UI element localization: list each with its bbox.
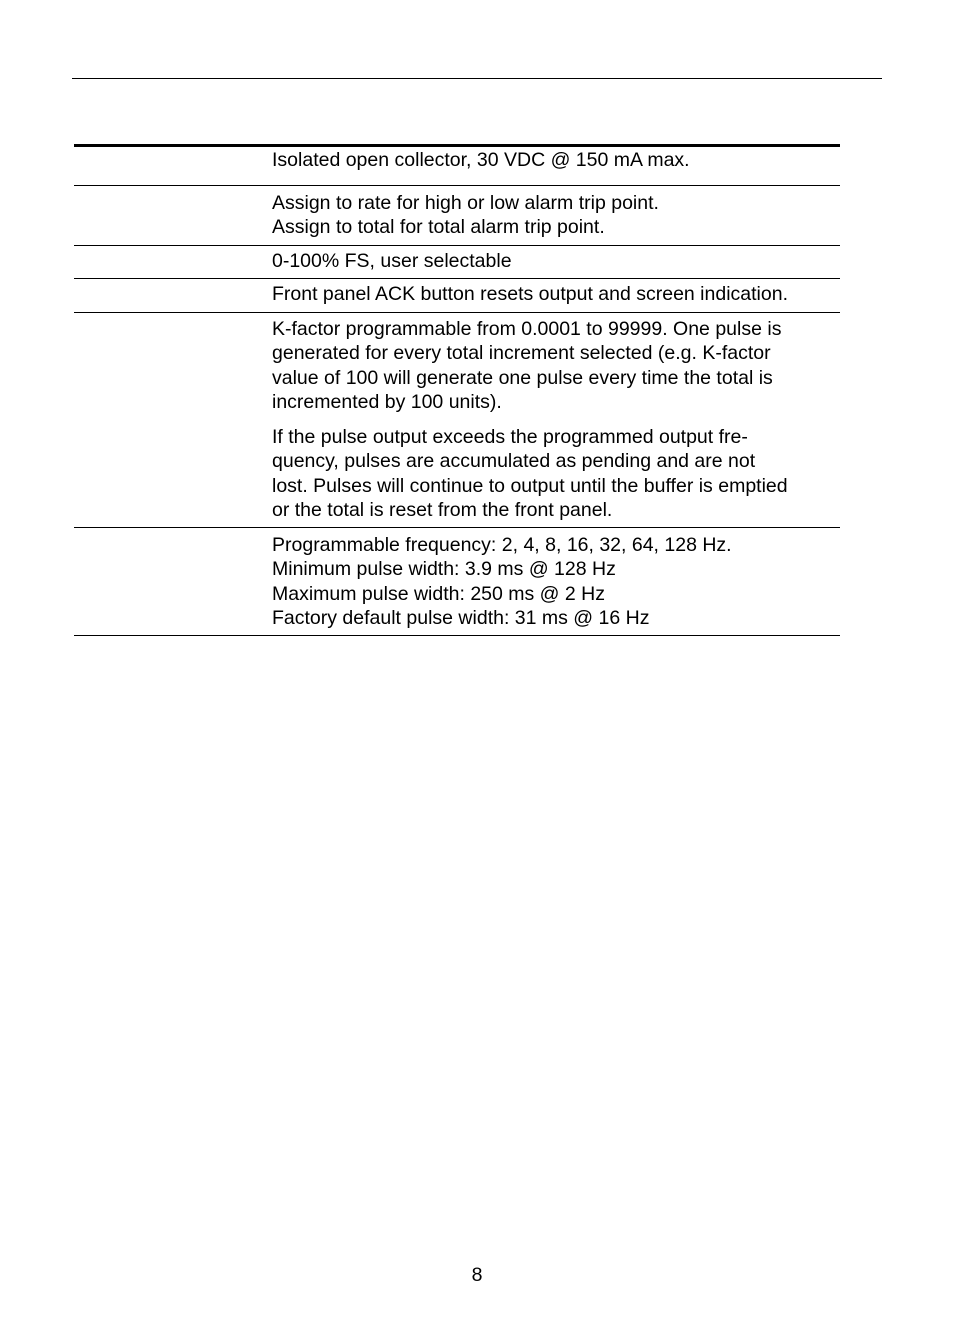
spec-text-line: lost. Pulses will continue to output until the buffer is emptied [272, 474, 788, 497]
spec-text-line: Programmable frequency: 2, 4, 8, 16, 32, 64, 128 Hz. [272, 533, 732, 556]
spec-row-acknowledge [74, 279, 840, 313]
spec-row-output-type [74, 147, 840, 186]
spec-row-pulse-frequency [74, 528, 840, 636]
spec-text-line: Assign to total for total alarm trip point. [272, 216, 605, 238]
spec-text-line: Assign to rate for high or low alarm trip point. [272, 191, 659, 214]
spec-text-line: 0-100% FS, user selectable [272, 249, 512, 272]
spec-text-line: generated for every total increment selected (e.g. K-factor [272, 342, 771, 364]
specifications-table [74, 144, 840, 636]
spec-text-line: K-factor programmable from 0.0001 to 99999. One pulse is [272, 317, 782, 340]
spec-value [272, 246, 840, 279]
page-number: 8 [471, 1264, 483, 1286]
spec-row-range [74, 246, 840, 280]
spec-text-line: value of 100 will generate one pulse every time the total is [272, 366, 773, 389]
spec-text-line: Factory default pulse width: 31 ms @ 16 Hz [272, 607, 650, 629]
spec-label [74, 313, 272, 527]
spec-label [74, 528, 272, 635]
spec-text-line: Front panel ACK button resets output and screen indication. [272, 283, 788, 305]
spec-value [272, 186, 840, 245]
spec-text-line: incremented by 100 units). [272, 391, 502, 413]
spec-paragraph [272, 425, 840, 523]
spec-text-line: Isolated open collector, 30 VDC @ 150 mA max. [272, 149, 690, 171]
spec-value [272, 313, 840, 527]
spec-label [74, 186, 272, 245]
spec-text-line: If the pulse output exceeds the programmed output fre- [272, 425, 748, 448]
spec-label [74, 246, 272, 279]
spec-text-line: Maximum pulse width: 250 ms @ 2 Hz [272, 582, 605, 605]
spec-value [272, 147, 840, 185]
spec-label [74, 279, 272, 312]
spec-value [272, 279, 840, 312]
spec-text-line: quency, pulses are accumulated as pending and are not [272, 450, 756, 472]
spec-text-line: Minimum pulse width: 3.9 ms @ 128 Hz [272, 558, 616, 580]
spec-text-line: or the total is reset from the front panel. [272, 499, 613, 521]
spec-paragraph [272, 317, 840, 415]
spec-row-alarm-assignment [74, 186, 840, 246]
header-rule [72, 78, 882, 79]
spec-row-pulse-output [74, 313, 840, 528]
spec-label [74, 147, 272, 185]
spec-value [272, 528, 840, 635]
